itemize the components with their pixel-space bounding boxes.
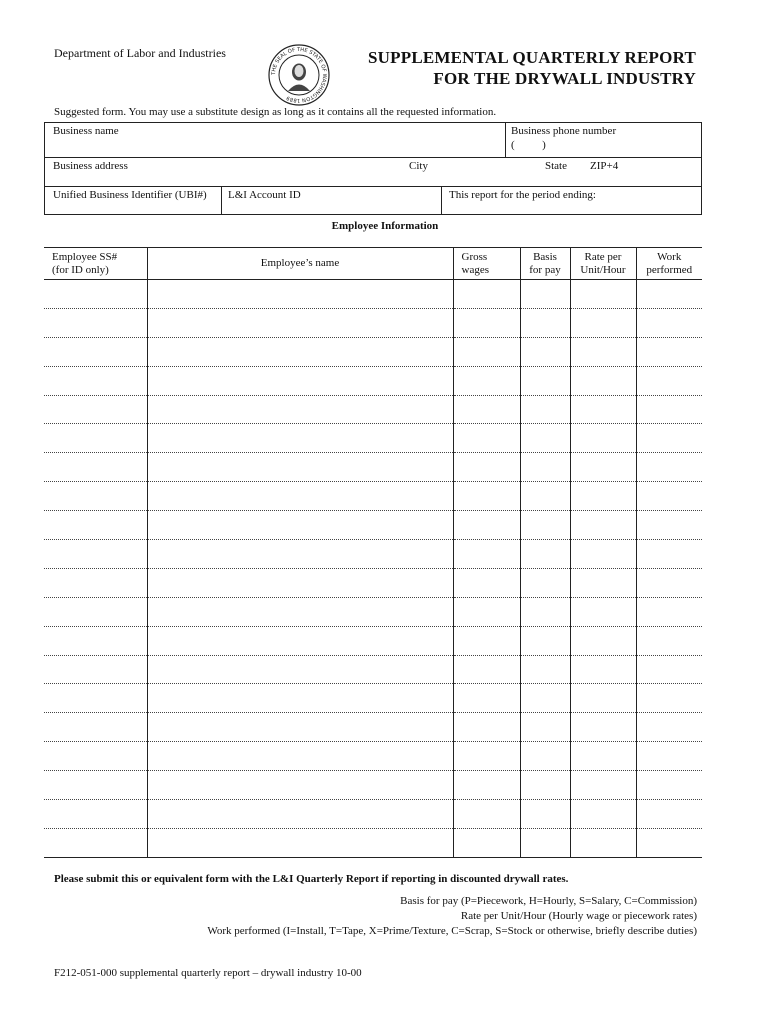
legend-rate: Rate per Unit/Hour (Hourly wage or piecework rates) <box>460 910 697 922</box>
cell-name[interactable] <box>147 395 453 424</box>
cell-gross-wages[interactable] <box>453 395 520 424</box>
cell-basis[interactable] <box>520 453 570 482</box>
cell-gross-wages[interactable] <box>453 568 520 597</box>
form-id: F212-051-000 supplemental quarterly report – drywall industry 10-00 <box>54 967 362 979</box>
cell-ss[interactable] <box>44 395 147 424</box>
state-seal-icon <box>268 44 330 106</box>
cell-basis[interactable] <box>520 713 570 742</box>
cell-basis[interactable] <box>520 684 570 713</box>
col-header-ss: Employee SS# (for ID only) <box>44 248 147 280</box>
cell-name[interactable] <box>147 626 453 655</box>
cell-rate[interactable] <box>570 482 636 511</box>
employee-table <box>44 247 702 858</box>
submit-instructions: Please submit this or equivalent form with the L&I Quarterly Report if reporting in discounted drywall rates. <box>54 873 569 885</box>
table-row <box>44 453 702 482</box>
divider <box>45 186 701 187</box>
cell-rate[interactable] <box>570 337 636 366</box>
cell-ss[interactable] <box>44 308 147 337</box>
form-note: Suggested form. You may use a substitute design as long as it contains all the requested information. <box>54 106 497 118</box>
cell-gross-wages[interactable] <box>453 828 520 857</box>
legend-work: Work performed (I=Install, T=Tape, X=Prime/Texture, C=Scrap, S=Stock or otherwise, briefly describe duties) <box>207 925 697 937</box>
cell-basis[interactable] <box>520 626 570 655</box>
cell-gross-wages[interactable] <box>453 424 520 453</box>
city-field[interactable]: City <box>409 160 428 172</box>
cell-rate[interactable] <box>570 424 636 453</box>
cell-gross-wages[interactable] <box>453 684 520 713</box>
cell-gross-wages[interactable] <box>453 540 520 569</box>
cell-work[interactable] <box>636 626 702 655</box>
cell-name[interactable] <box>147 684 453 713</box>
cell-basis[interactable] <box>520 655 570 684</box>
table-row <box>44 482 702 511</box>
table-row <box>44 337 702 366</box>
cell-rate[interactable] <box>570 800 636 829</box>
cell-ss[interactable] <box>44 626 147 655</box>
cell-gross-wages[interactable] <box>453 280 520 309</box>
cell-name[interactable] <box>147 597 453 626</box>
cell-basis[interactable] <box>520 308 570 337</box>
cell-gross-wages[interactable] <box>453 366 520 395</box>
col-header-work: Work performed <box>636 248 702 280</box>
table-header-row <box>44 248 702 280</box>
cell-name[interactable] <box>147 366 453 395</box>
table-row <box>44 684 702 713</box>
cell-ss[interactable] <box>44 597 147 626</box>
cell-rate[interactable] <box>570 395 636 424</box>
cell-name[interactable] <box>147 828 453 857</box>
table-row <box>44 308 702 337</box>
cell-work[interactable] <box>636 308 702 337</box>
cell-work[interactable] <box>636 511 702 540</box>
cell-basis[interactable] <box>520 828 570 857</box>
divider <box>221 186 222 215</box>
cell-name[interactable] <box>147 482 453 511</box>
business-phone-field[interactable]: Business phone number <box>511 125 617 137</box>
cell-ss[interactable] <box>44 366 147 395</box>
department-name: Department of Labor and Industries <box>54 46 226 60</box>
table-row <box>44 655 702 684</box>
cell-rate[interactable] <box>570 655 636 684</box>
cell-rate[interactable] <box>570 453 636 482</box>
cell-work[interactable] <box>636 337 702 366</box>
cell-ss[interactable] <box>44 482 147 511</box>
table-row <box>44 713 702 742</box>
legend-basis: Basis for pay (P=Piecework, H=Hourly, S=Salary, C=Commission) <box>400 895 697 907</box>
divider <box>45 157 701 158</box>
state-field[interactable]: State <box>545 160 567 172</box>
phone-format: ( ) <box>511 139 546 151</box>
cell-work[interactable] <box>636 713 702 742</box>
divider <box>441 186 442 215</box>
cell-work[interactable] <box>636 395 702 424</box>
cell-basis[interactable] <box>520 511 570 540</box>
code-legend <box>207 894 697 939</box>
business-info-box <box>44 122 702 215</box>
cell-ss[interactable] <box>44 337 147 366</box>
cell-basis[interactable] <box>520 771 570 800</box>
cell-basis[interactable] <box>520 337 570 366</box>
cell-ss[interactable] <box>44 280 147 309</box>
cell-ss[interactable] <box>44 771 147 800</box>
table-row <box>44 597 702 626</box>
cell-basis[interactable] <box>520 540 570 569</box>
cell-rate[interactable] <box>570 828 636 857</box>
cell-ss[interactable] <box>44 713 147 742</box>
cell-work[interactable] <box>636 568 702 597</box>
cell-work[interactable] <box>636 540 702 569</box>
col-header-rate: Rate per Unit/Hour <box>570 248 636 280</box>
cell-basis[interactable] <box>520 597 570 626</box>
cell-name[interactable] <box>147 800 453 829</box>
cell-gross-wages[interactable] <box>453 713 520 742</box>
cell-basis[interactable] <box>520 424 570 453</box>
cell-name[interactable] <box>147 655 453 684</box>
table-row <box>44 280 702 309</box>
cell-work[interactable] <box>636 424 702 453</box>
cell-name[interactable] <box>147 308 453 337</box>
ubi-field[interactable]: Unified Business Identifier (UBI#) <box>53 189 207 201</box>
title-line-1: SUPPLEMENTAL QUARTERLY REPORT <box>368 48 696 67</box>
cell-ss[interactable] <box>44 511 147 540</box>
cell-rate[interactable] <box>570 308 636 337</box>
zip-field[interactable]: ZIP+4 <box>590 160 619 172</box>
table-row <box>44 800 702 829</box>
cell-gross-wages[interactable] <box>453 511 520 540</box>
cell-rate[interactable] <box>570 568 636 597</box>
cell-name[interactable] <box>147 424 453 453</box>
table-row <box>44 424 702 453</box>
cell-work[interactable] <box>636 684 702 713</box>
cell-ss[interactable] <box>44 453 147 482</box>
business-address-field[interactable]: Business address <box>53 160 128 172</box>
table-row <box>44 771 702 800</box>
cell-ss[interactable] <box>44 655 147 684</box>
cell-ss[interactable] <box>44 828 147 857</box>
business-name-field[interactable]: Business name <box>53 125 119 137</box>
divider <box>505 123 506 157</box>
cell-rate[interactable] <box>570 366 636 395</box>
cell-gross-wages[interactable] <box>453 742 520 771</box>
cell-name[interactable] <box>147 280 453 309</box>
cell-basis[interactable] <box>520 395 570 424</box>
cell-rate[interactable] <box>570 742 636 771</box>
cell-work[interactable] <box>636 828 702 857</box>
cell-rate[interactable] <box>570 626 636 655</box>
cell-work[interactable] <box>636 482 702 511</box>
cell-name[interactable] <box>147 771 453 800</box>
cell-work[interactable] <box>636 280 702 309</box>
cell-rate[interactable] <box>570 713 636 742</box>
cell-ss[interactable] <box>44 742 147 771</box>
cell-work[interactable] <box>636 800 702 829</box>
page-title <box>350 47 696 89</box>
cell-work[interactable] <box>636 453 702 482</box>
col-header-gross-wages: Gross wages <box>453 248 520 280</box>
account-id-field[interactable]: L&I Account ID <box>228 189 301 201</box>
cell-work[interactable] <box>636 771 702 800</box>
cell-basis[interactable] <box>520 366 570 395</box>
cell-basis[interactable] <box>520 482 570 511</box>
cell-rate[interactable] <box>570 540 636 569</box>
cell-ss[interactable] <box>44 540 147 569</box>
cell-gross-wages[interactable] <box>453 655 520 684</box>
svg-text:THE SEAL OF THE STATE OF WASHI: THE SEAL OF THE STATE OF WASHINGTON 1889 <box>270 46 328 104</box>
cell-gross-wages[interactable] <box>453 308 520 337</box>
employee-section-title: Employee Information <box>331 220 439 232</box>
cell-basis[interactable] <box>520 280 570 309</box>
cell-rate[interactable] <box>570 280 636 309</box>
table-row <box>44 568 702 597</box>
cell-rate[interactable] <box>570 684 636 713</box>
cell-basis[interactable] <box>520 800 570 829</box>
table-row <box>44 742 702 771</box>
cell-work[interactable] <box>636 366 702 395</box>
title-line-2: FOR THE DRYWALL INDUSTRY <box>433 69 696 88</box>
cell-name[interactable] <box>147 540 453 569</box>
cell-work[interactable] <box>636 597 702 626</box>
cell-name[interactable] <box>147 713 453 742</box>
cell-rate[interactable] <box>570 597 636 626</box>
cell-work[interactable] <box>636 742 702 771</box>
table-row <box>44 626 702 655</box>
cell-gross-wages[interactable] <box>453 597 520 626</box>
cell-ss[interactable] <box>44 424 147 453</box>
cell-ss[interactable] <box>44 684 147 713</box>
cell-rate[interactable] <box>570 511 636 540</box>
cell-gross-wages[interactable] <box>453 626 520 655</box>
cell-ss[interactable] <box>44 800 147 829</box>
cell-gross-wages[interactable] <box>453 337 520 366</box>
table-row <box>44 540 702 569</box>
table-row <box>44 828 702 857</box>
cell-name[interactable] <box>147 453 453 482</box>
cell-basis[interactable] <box>520 568 570 597</box>
cell-work[interactable] <box>636 655 702 684</box>
period-ending-field[interactable]: This report for the period ending: <box>449 189 596 201</box>
table-row <box>44 395 702 424</box>
cell-name[interactable] <box>147 337 453 366</box>
table-row <box>44 511 702 540</box>
cell-name[interactable] <box>147 742 453 771</box>
cell-ss[interactable] <box>44 568 147 597</box>
cell-basis[interactable] <box>520 742 570 771</box>
cell-name[interactable] <box>147 511 453 540</box>
cell-gross-wages[interactable] <box>453 482 520 511</box>
cell-name[interactable] <box>147 568 453 597</box>
table-row <box>44 366 702 395</box>
cell-gross-wages[interactable] <box>453 800 520 829</box>
col-header-name: Employee’s name <box>147 248 453 280</box>
cell-rate[interactable] <box>570 771 636 800</box>
col-header-basis: Basis for pay <box>520 248 570 280</box>
cell-gross-wages[interactable] <box>453 771 520 800</box>
cell-gross-wages[interactable] <box>453 453 520 482</box>
